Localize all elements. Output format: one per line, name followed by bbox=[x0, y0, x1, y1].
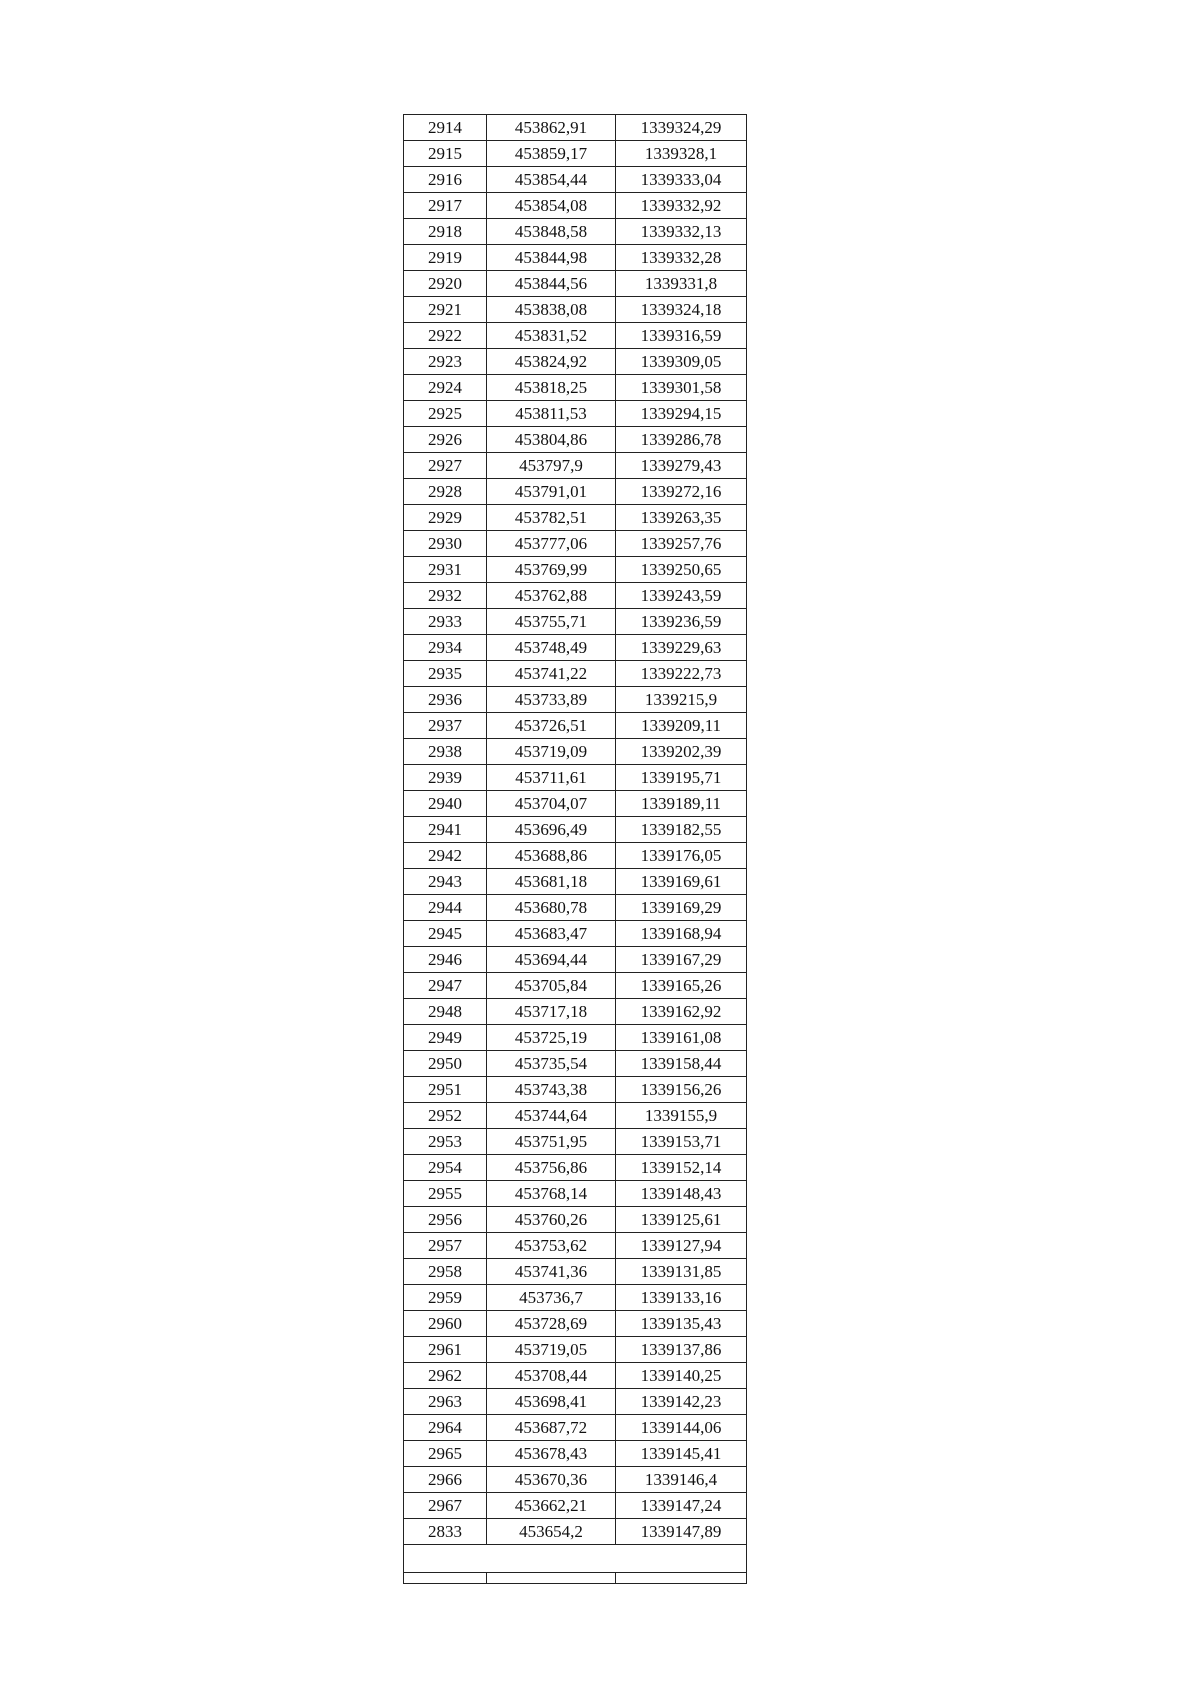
y-coordinate-cell: 1339176,05 bbox=[616, 843, 747, 869]
point-number-cell: 2940 bbox=[404, 791, 487, 817]
point-number-cell: 2921 bbox=[404, 297, 487, 323]
table-row bbox=[404, 895, 747, 921]
point-number-cell: 2955 bbox=[404, 1181, 487, 1207]
y-coordinate-cell: 1339145,41 bbox=[616, 1441, 747, 1467]
x-coordinate-cell: 453735,54 bbox=[487, 1051, 616, 1077]
y-coordinate-cell: 1339144,06 bbox=[616, 1415, 747, 1441]
table-row bbox=[404, 635, 747, 661]
x-coordinate-cell: 453728,69 bbox=[487, 1311, 616, 1337]
point-number-cell: 2949 bbox=[404, 1025, 487, 1051]
y-coordinate-cell: 1339229,63 bbox=[616, 635, 747, 661]
point-number-cell: 2916 bbox=[404, 167, 487, 193]
coordinates-table bbox=[403, 114, 747, 1584]
point-number-cell: 2933 bbox=[404, 609, 487, 635]
point-number-cell: 2925 bbox=[404, 401, 487, 427]
point-number-cell: 2952 bbox=[404, 1103, 487, 1129]
point-number-cell: 2936 bbox=[404, 687, 487, 713]
y-coordinate-cell: 1339147,24 bbox=[616, 1493, 747, 1519]
x-coordinate-cell: 453711,61 bbox=[487, 765, 616, 791]
table-row bbox=[404, 1363, 747, 1389]
table-row bbox=[404, 999, 747, 1025]
y-coordinate-cell: 1339156,26 bbox=[616, 1077, 747, 1103]
y-coordinate-cell: 1339147,89 bbox=[616, 1519, 747, 1545]
point-number-cell: 2920 bbox=[404, 271, 487, 297]
table-row bbox=[404, 739, 747, 765]
table-row bbox=[404, 1285, 747, 1311]
empty-row bbox=[404, 1573, 747, 1584]
y-coordinate-cell: 1339301,58 bbox=[616, 375, 747, 401]
x-coordinate-cell: 453654,2 bbox=[487, 1519, 616, 1545]
point-number-cell: 2945 bbox=[404, 921, 487, 947]
table-row bbox=[404, 427, 747, 453]
table-row bbox=[404, 1103, 747, 1129]
y-coordinate-cell: 1339286,78 bbox=[616, 427, 747, 453]
x-coordinate-cell: 453854,44 bbox=[487, 167, 616, 193]
y-coordinate-cell: 1339324,18 bbox=[616, 297, 747, 323]
point-number-cell: 2943 bbox=[404, 869, 487, 895]
y-coordinate-cell: 1339127,94 bbox=[616, 1233, 747, 1259]
empty-cell bbox=[616, 1573, 747, 1584]
x-coordinate-cell: 453662,21 bbox=[487, 1493, 616, 1519]
x-coordinate-cell: 453769,99 bbox=[487, 557, 616, 583]
y-coordinate-cell: 1339135,43 bbox=[616, 1311, 747, 1337]
x-coordinate-cell: 453753,62 bbox=[487, 1233, 616, 1259]
x-coordinate-cell: 453705,84 bbox=[487, 973, 616, 999]
point-number-cell: 2941 bbox=[404, 817, 487, 843]
y-coordinate-cell: 1339182,55 bbox=[616, 817, 747, 843]
x-coordinate-cell: 453804,86 bbox=[487, 427, 616, 453]
table-row bbox=[404, 843, 747, 869]
x-coordinate-cell: 453818,25 bbox=[487, 375, 616, 401]
table-row bbox=[404, 1051, 747, 1077]
table-row bbox=[404, 245, 747, 271]
table-row bbox=[404, 1519, 747, 1545]
x-coordinate-cell: 453681,18 bbox=[487, 869, 616, 895]
x-coordinate-cell: 453719,05 bbox=[487, 1337, 616, 1363]
y-coordinate-cell: 1339161,08 bbox=[616, 1025, 747, 1051]
point-number-cell: 2953 bbox=[404, 1129, 487, 1155]
table-row bbox=[404, 869, 747, 895]
x-coordinate-cell: 453698,41 bbox=[487, 1389, 616, 1415]
empty-merged-cell bbox=[404, 1545, 747, 1573]
point-number-cell: 2917 bbox=[404, 193, 487, 219]
y-coordinate-cell: 1339332,28 bbox=[616, 245, 747, 271]
y-coordinate-cell: 1339169,29 bbox=[616, 895, 747, 921]
point-number-cell: 2962 bbox=[404, 1363, 487, 1389]
point-number-cell: 2957 bbox=[404, 1233, 487, 1259]
point-number-cell: 2930 bbox=[404, 531, 487, 557]
table-row bbox=[404, 1129, 747, 1155]
x-coordinate-cell: 453670,36 bbox=[487, 1467, 616, 1493]
table-row bbox=[404, 1025, 747, 1051]
empty-cell bbox=[487, 1573, 616, 1584]
table-row bbox=[404, 479, 747, 505]
x-coordinate-cell: 453726,51 bbox=[487, 713, 616, 739]
y-coordinate-cell: 1339309,05 bbox=[616, 349, 747, 375]
table-row bbox=[404, 661, 747, 687]
point-number-cell: 2935 bbox=[404, 661, 487, 687]
y-coordinate-cell: 1339146,4 bbox=[616, 1467, 747, 1493]
table-row bbox=[404, 141, 747, 167]
table-row bbox=[404, 375, 747, 401]
table-row bbox=[404, 765, 747, 791]
table-row bbox=[404, 921, 747, 947]
y-coordinate-cell: 1339155,9 bbox=[616, 1103, 747, 1129]
y-coordinate-cell: 1339272,16 bbox=[616, 479, 747, 505]
y-coordinate-cell: 1339332,92 bbox=[616, 193, 747, 219]
point-number-cell: 2926 bbox=[404, 427, 487, 453]
x-coordinate-cell: 453743,38 bbox=[487, 1077, 616, 1103]
x-coordinate-cell: 453859,17 bbox=[487, 141, 616, 167]
point-number-cell: 2927 bbox=[404, 453, 487, 479]
point-number-cell: 2923 bbox=[404, 349, 487, 375]
x-coordinate-cell: 453708,44 bbox=[487, 1363, 616, 1389]
point-number-cell: 2947 bbox=[404, 973, 487, 999]
table-row bbox=[404, 505, 747, 531]
y-coordinate-cell: 1339153,71 bbox=[616, 1129, 747, 1155]
table-row bbox=[404, 791, 747, 817]
x-coordinate-cell: 453744,64 bbox=[487, 1103, 616, 1129]
empty-cell bbox=[404, 1573, 487, 1584]
table-row bbox=[404, 1389, 747, 1415]
y-coordinate-cell: 1339169,61 bbox=[616, 869, 747, 895]
point-number-cell: 2965 bbox=[404, 1441, 487, 1467]
x-coordinate-cell: 453844,98 bbox=[487, 245, 616, 271]
y-coordinate-cell: 1339165,26 bbox=[616, 973, 747, 999]
x-coordinate-cell: 453848,58 bbox=[487, 219, 616, 245]
y-coordinate-cell: 1339202,39 bbox=[616, 739, 747, 765]
point-number-cell: 2928 bbox=[404, 479, 487, 505]
y-coordinate-cell: 1339189,11 bbox=[616, 791, 747, 817]
point-number-cell: 2914 bbox=[404, 115, 487, 141]
y-coordinate-cell: 1339333,04 bbox=[616, 167, 747, 193]
point-number-cell: 2924 bbox=[404, 375, 487, 401]
table-row bbox=[404, 349, 747, 375]
table-row bbox=[404, 1181, 747, 1207]
point-number-cell: 2919 bbox=[404, 245, 487, 271]
table-row bbox=[404, 115, 747, 141]
table-row bbox=[404, 687, 747, 713]
point-number-cell: 2963 bbox=[404, 1389, 487, 1415]
table-row bbox=[404, 1337, 747, 1363]
table-row bbox=[404, 1233, 747, 1259]
y-coordinate-cell: 1339133,16 bbox=[616, 1285, 747, 1311]
point-number-cell: 2964 bbox=[404, 1415, 487, 1441]
y-coordinate-cell: 1339148,43 bbox=[616, 1181, 747, 1207]
point-number-cell: 2932 bbox=[404, 583, 487, 609]
point-number-cell: 2954 bbox=[404, 1155, 487, 1181]
y-coordinate-cell: 1339168,94 bbox=[616, 921, 747, 947]
empty-row bbox=[404, 1545, 747, 1573]
point-number-cell: 2967 bbox=[404, 1493, 487, 1519]
x-coordinate-cell: 453741,36 bbox=[487, 1259, 616, 1285]
x-coordinate-cell: 453854,08 bbox=[487, 193, 616, 219]
table-row bbox=[404, 297, 747, 323]
table-row bbox=[404, 531, 747, 557]
point-number-cell: 2944 bbox=[404, 895, 487, 921]
table-row bbox=[404, 1415, 747, 1441]
x-coordinate-cell: 453725,19 bbox=[487, 1025, 616, 1051]
y-coordinate-cell: 1339250,65 bbox=[616, 557, 747, 583]
x-coordinate-cell: 453736,7 bbox=[487, 1285, 616, 1311]
table-row bbox=[404, 1259, 747, 1285]
y-coordinate-cell: 1339328,1 bbox=[616, 141, 747, 167]
x-coordinate-cell: 453797,9 bbox=[487, 453, 616, 479]
y-coordinate-cell: 1339294,15 bbox=[616, 401, 747, 427]
table-row bbox=[404, 167, 747, 193]
table-row bbox=[404, 1155, 747, 1181]
point-number-cell: 2966 bbox=[404, 1467, 487, 1493]
point-number-cell: 2931 bbox=[404, 557, 487, 583]
x-coordinate-cell: 453694,44 bbox=[487, 947, 616, 973]
coordinates-table-body bbox=[404, 115, 747, 1584]
table-row bbox=[404, 1207, 747, 1233]
y-coordinate-cell: 1339140,25 bbox=[616, 1363, 747, 1389]
x-coordinate-cell: 453678,43 bbox=[487, 1441, 616, 1467]
x-coordinate-cell: 453741,22 bbox=[487, 661, 616, 687]
x-coordinate-cell: 453777,06 bbox=[487, 531, 616, 557]
point-number-cell: 2951 bbox=[404, 1077, 487, 1103]
x-coordinate-cell: 453844,56 bbox=[487, 271, 616, 297]
y-coordinate-cell: 1339331,8 bbox=[616, 271, 747, 297]
x-coordinate-cell: 453811,53 bbox=[487, 401, 616, 427]
x-coordinate-cell: 453762,88 bbox=[487, 583, 616, 609]
point-number-cell: 2929 bbox=[404, 505, 487, 531]
x-coordinate-cell: 453688,86 bbox=[487, 843, 616, 869]
y-coordinate-cell: 1339222,73 bbox=[616, 661, 747, 687]
y-coordinate-cell: 1339316,59 bbox=[616, 323, 747, 349]
x-coordinate-cell: 453704,07 bbox=[487, 791, 616, 817]
point-number-cell: 2922 bbox=[404, 323, 487, 349]
x-coordinate-cell: 453782,51 bbox=[487, 505, 616, 531]
x-coordinate-cell: 453687,72 bbox=[487, 1415, 616, 1441]
y-coordinate-cell: 1339142,23 bbox=[616, 1389, 747, 1415]
point-number-cell: 2939 bbox=[404, 765, 487, 791]
x-coordinate-cell: 453755,71 bbox=[487, 609, 616, 635]
table-row bbox=[404, 947, 747, 973]
table-row bbox=[404, 713, 747, 739]
y-coordinate-cell: 1339125,61 bbox=[616, 1207, 747, 1233]
table-row bbox=[404, 271, 747, 297]
table-row bbox=[404, 817, 747, 843]
x-coordinate-cell: 453696,49 bbox=[487, 817, 616, 843]
y-coordinate-cell: 1339236,59 bbox=[616, 609, 747, 635]
y-coordinate-cell: 1339162,92 bbox=[616, 999, 747, 1025]
table-row bbox=[404, 1441, 747, 1467]
table-row bbox=[404, 401, 747, 427]
y-coordinate-cell: 1339158,44 bbox=[616, 1051, 747, 1077]
point-number-cell: 2961 bbox=[404, 1337, 487, 1363]
table-row bbox=[404, 583, 747, 609]
point-number-cell: 2942 bbox=[404, 843, 487, 869]
x-coordinate-cell: 453838,08 bbox=[487, 297, 616, 323]
point-number-cell: 2960 bbox=[404, 1311, 487, 1337]
x-coordinate-cell: 453862,91 bbox=[487, 115, 616, 141]
table-row bbox=[404, 1077, 747, 1103]
table-row bbox=[404, 193, 747, 219]
point-number-cell: 2956 bbox=[404, 1207, 487, 1233]
y-coordinate-cell: 1339279,43 bbox=[616, 453, 747, 479]
point-number-cell: 2833 bbox=[404, 1519, 487, 1545]
x-coordinate-cell: 453719,09 bbox=[487, 739, 616, 765]
point-number-cell: 2937 bbox=[404, 713, 487, 739]
table-row bbox=[404, 219, 747, 245]
table-row bbox=[404, 973, 747, 999]
x-coordinate-cell: 453768,14 bbox=[487, 1181, 616, 1207]
table-row bbox=[404, 557, 747, 583]
x-coordinate-cell: 453760,26 bbox=[487, 1207, 616, 1233]
y-coordinate-cell: 1339324,29 bbox=[616, 115, 747, 141]
point-number-cell: 2946 bbox=[404, 947, 487, 973]
point-number-cell: 2959 bbox=[404, 1285, 487, 1311]
y-coordinate-cell: 1339263,35 bbox=[616, 505, 747, 531]
y-coordinate-cell: 1339332,13 bbox=[616, 219, 747, 245]
x-coordinate-cell: 453748,49 bbox=[487, 635, 616, 661]
x-coordinate-cell: 453756,86 bbox=[487, 1155, 616, 1181]
table-row bbox=[404, 1493, 747, 1519]
point-number-cell: 2958 bbox=[404, 1259, 487, 1285]
point-number-cell: 2918 bbox=[404, 219, 487, 245]
x-coordinate-cell: 453683,47 bbox=[487, 921, 616, 947]
x-coordinate-cell: 453751,95 bbox=[487, 1129, 616, 1155]
y-coordinate-cell: 1339257,76 bbox=[616, 531, 747, 557]
y-coordinate-cell: 1339195,71 bbox=[616, 765, 747, 791]
y-coordinate-cell: 1339209,11 bbox=[616, 713, 747, 739]
x-coordinate-cell: 453733,89 bbox=[487, 687, 616, 713]
point-number-cell: 2950 bbox=[404, 1051, 487, 1077]
table-row bbox=[404, 609, 747, 635]
x-coordinate-cell: 453680,78 bbox=[487, 895, 616, 921]
y-coordinate-cell: 1339152,14 bbox=[616, 1155, 747, 1181]
y-coordinate-cell: 1339137,86 bbox=[616, 1337, 747, 1363]
point-number-cell: 2934 bbox=[404, 635, 487, 661]
point-number-cell: 2948 bbox=[404, 999, 487, 1025]
point-number-cell: 2915 bbox=[404, 141, 487, 167]
y-coordinate-cell: 1339167,29 bbox=[616, 947, 747, 973]
table-row bbox=[404, 453, 747, 479]
table-row bbox=[404, 1467, 747, 1493]
y-coordinate-cell: 1339215,9 bbox=[616, 687, 747, 713]
x-coordinate-cell: 453824,92 bbox=[487, 349, 616, 375]
table-row bbox=[404, 323, 747, 349]
point-number-cell: 2938 bbox=[404, 739, 487, 765]
y-coordinate-cell: 1339243,59 bbox=[616, 583, 747, 609]
table-row bbox=[404, 1311, 747, 1337]
x-coordinate-cell: 453791,01 bbox=[487, 479, 616, 505]
x-coordinate-cell: 453717,18 bbox=[487, 999, 616, 1025]
y-coordinate-cell: 1339131,85 bbox=[616, 1259, 747, 1285]
x-coordinate-cell: 453831,52 bbox=[487, 323, 616, 349]
